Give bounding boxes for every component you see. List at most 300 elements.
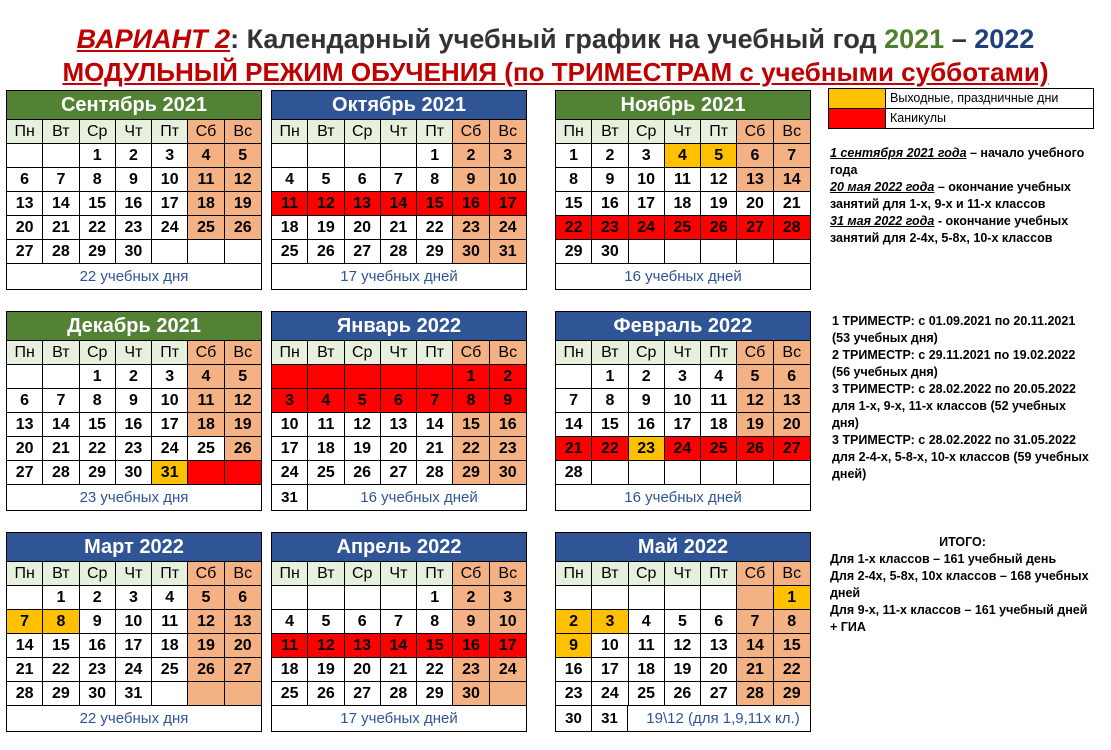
- day-cell: 24: [665, 437, 701, 461]
- weekday-header: Пн: [7, 120, 43, 144]
- day-cell: 27: [7, 240, 43, 264]
- day-cell: 10: [490, 610, 526, 634]
- day-cell: 7: [737, 610, 773, 634]
- day-cell: 14: [381, 634, 417, 658]
- day-cell: 26: [737, 437, 773, 461]
- day-cell: 8: [592, 389, 628, 413]
- weekday-header: Сб: [188, 120, 224, 144]
- day-cell: 28: [737, 682, 773, 706]
- day-cell: 26: [225, 216, 261, 240]
- day-cell: 25: [272, 682, 308, 706]
- day-cell: 6: [345, 610, 381, 634]
- day-cell: 11: [629, 634, 665, 658]
- study-days-count: 17 учебных дней: [340, 710, 458, 727]
- day-cell: [381, 144, 417, 168]
- day-cell: 11: [272, 192, 308, 216]
- day-cell: 4: [665, 144, 701, 168]
- day-cell: 28: [774, 216, 810, 240]
- day-cell: 14: [417, 413, 453, 437]
- weekday-header: Пт: [152, 120, 188, 144]
- day-cell: 21: [774, 192, 810, 216]
- day-cell: 30: [116, 240, 152, 264]
- legend-holiday-label: Выходные, праздничные дни: [890, 91, 1059, 105]
- day-cell: 17: [152, 192, 188, 216]
- month-footer: [556, 706, 810, 731]
- day-cell: 30: [80, 682, 116, 706]
- day-cell: [701, 240, 737, 264]
- day-cell: 19: [225, 413, 261, 437]
- day-cell: 4: [188, 365, 224, 389]
- day-cell: 14: [43, 192, 79, 216]
- day-cell: 1: [417, 586, 453, 610]
- day-cell: 29: [43, 682, 79, 706]
- weekday-header: Ср: [345, 562, 381, 586]
- day-cell: [345, 586, 381, 610]
- day-cell: 13: [737, 168, 773, 192]
- day-cell: 2: [116, 144, 152, 168]
- weekday-header: Чт: [665, 562, 701, 586]
- month-days-grid: [272, 120, 526, 264]
- weekday-header: Ср: [629, 562, 665, 586]
- day-cell: 29: [453, 461, 489, 485]
- weekday-header: Вт: [43, 562, 79, 586]
- month-calendar: [271, 311, 527, 511]
- day-cell: 19: [188, 634, 224, 658]
- day-cell: 30: [116, 461, 152, 485]
- day-cell: 26: [308, 682, 344, 706]
- day-cell: 8: [80, 168, 116, 192]
- weekday-header: Пт: [152, 341, 188, 365]
- weekday-header: Чт: [665, 120, 701, 144]
- day-cell: 16: [80, 634, 116, 658]
- weekday-header: Чт: [116, 562, 152, 586]
- weekday-header: Вс: [774, 562, 810, 586]
- day-cell: 3: [116, 586, 152, 610]
- totals-heading: ИТОГО:: [939, 535, 986, 549]
- legend-vacation-swatch: [829, 109, 886, 128]
- day-cell: 23: [116, 216, 152, 240]
- month-footer: [272, 485, 526, 510]
- day-cell: 9: [556, 634, 592, 658]
- day-cell: 29: [774, 682, 810, 706]
- month-title: Январь 2022: [272, 312, 526, 341]
- day-cell: 5: [225, 365, 261, 389]
- weekday-header: Вт: [308, 120, 344, 144]
- weekday-header: Пт: [417, 341, 453, 365]
- day-cell: 7: [43, 168, 79, 192]
- day-cell: 30: [490, 461, 526, 485]
- day-cell: 19: [225, 192, 261, 216]
- month-title: Сентябрь 2021: [7, 91, 261, 120]
- day-cell: 11: [152, 610, 188, 634]
- day-cell: 12: [188, 610, 224, 634]
- day-cell: 30: [556, 706, 592, 731]
- month-days-grid: [556, 120, 810, 264]
- day-cell: 21: [381, 216, 417, 240]
- day-cell: 27: [701, 682, 737, 706]
- day-cell: 2: [556, 610, 592, 634]
- day-cell: 28: [43, 240, 79, 264]
- day-cell: [629, 586, 665, 610]
- day-cell: 30: [453, 240, 489, 264]
- day-cell: 13: [701, 634, 737, 658]
- day-cell: 6: [225, 586, 261, 610]
- month-footer: [7, 264, 261, 289]
- day-cell: 27: [381, 461, 417, 485]
- day-cell: 12: [665, 634, 701, 658]
- day-cell: 3: [490, 586, 526, 610]
- legend-holiday-swatch: [829, 89, 886, 108]
- day-cell: [43, 365, 79, 389]
- day-cell: [665, 240, 701, 264]
- month-footer: [272, 706, 526, 731]
- trimesters: [832, 313, 1094, 483]
- day-cell: 16: [592, 192, 628, 216]
- day-cell: 5: [225, 144, 261, 168]
- day-cell: 16: [116, 413, 152, 437]
- weekday-header: Сб: [188, 562, 224, 586]
- day-cell: 14: [556, 413, 592, 437]
- day-cell: [272, 365, 308, 389]
- day-cell: 16: [453, 192, 489, 216]
- title-dash: –: [944, 24, 975, 54]
- month-title: Ноябрь 2021: [556, 91, 810, 120]
- day-cell: 1: [80, 365, 116, 389]
- trimester-1: 1 ТРИМЕСТР: с 01.09.2021 по 20.11.2021 (53 учебных дня): [832, 314, 1076, 345]
- day-cell: [188, 682, 224, 706]
- day-cell: 15: [80, 192, 116, 216]
- variant-label: ВАРИАНТ 2: [76, 24, 231, 54]
- day-cell: 24: [629, 216, 665, 240]
- day-cell: 28: [417, 461, 453, 485]
- day-cell: [737, 240, 773, 264]
- day-cell: 7: [43, 389, 79, 413]
- day-cell: [225, 240, 261, 264]
- day-cell: 2: [629, 365, 665, 389]
- day-cell: [152, 240, 188, 264]
- weekday-header: Ср: [345, 341, 381, 365]
- day-cell: 1: [592, 365, 628, 389]
- day-cell: 19: [308, 216, 344, 240]
- day-cell: 8: [417, 610, 453, 634]
- day-cell: [665, 586, 701, 610]
- day-cell: 14: [774, 168, 810, 192]
- month-calendar: [6, 532, 262, 732]
- day-cell: 24: [152, 437, 188, 461]
- day-cell: [417, 365, 453, 389]
- day-cell: [737, 461, 773, 485]
- day-cell: 1: [80, 144, 116, 168]
- year-start: 2021: [884, 24, 945, 54]
- day-cell: 10: [152, 168, 188, 192]
- day-cell: [272, 144, 308, 168]
- weekday-header: Чт: [116, 341, 152, 365]
- day-cell: 14: [7, 634, 43, 658]
- day-cell: 30: [453, 682, 489, 706]
- day-cell: 18: [188, 192, 224, 216]
- note-start: [830, 145, 1100, 179]
- day-cell: 15: [417, 634, 453, 658]
- day-cell: [774, 240, 810, 264]
- day-cell: 5: [308, 610, 344, 634]
- weekday-header: Сб: [453, 562, 489, 586]
- day-cell: 11: [188, 168, 224, 192]
- day-cell: 25: [272, 240, 308, 264]
- day-cell: [665, 461, 701, 485]
- weekday-header: Ср: [345, 120, 381, 144]
- day-cell: 16: [490, 413, 526, 437]
- month-title: Февраль 2022: [556, 312, 810, 341]
- weekday-header: Сб: [737, 120, 773, 144]
- day-cell: 26: [188, 658, 224, 682]
- day-cell: 22: [80, 437, 116, 461]
- day-cell: 2: [453, 144, 489, 168]
- day-cell: 12: [225, 389, 261, 413]
- day-cell: 9: [629, 389, 665, 413]
- day-cell: 3: [629, 144, 665, 168]
- day-cell: [188, 461, 224, 485]
- day-cell: [188, 240, 224, 264]
- day-cell: 22: [592, 437, 628, 461]
- day-cell: 18: [272, 216, 308, 240]
- day-cell: 28: [381, 240, 417, 264]
- day-cell: 18: [152, 634, 188, 658]
- day-cell: 2: [116, 365, 152, 389]
- day-cell: 24: [116, 658, 152, 682]
- day-cell: 2: [490, 365, 526, 389]
- day-cell: 22: [417, 216, 453, 240]
- day-cell: 29: [417, 240, 453, 264]
- study-days-count: 16 учебных дней: [624, 489, 742, 506]
- legend: [828, 88, 1094, 129]
- day-cell: 25: [701, 437, 737, 461]
- trimester-2: 2 ТРИМЕСТР: с 29.11.2021 по 19.02.2022 (56 учебных дня): [832, 348, 1076, 379]
- weekday-header: Вт: [43, 341, 79, 365]
- day-cell: 4: [152, 586, 188, 610]
- day-cell: 17: [629, 192, 665, 216]
- weekday-header: Вс: [490, 562, 526, 586]
- day-cell: 23: [453, 658, 489, 682]
- day-cell: [556, 365, 592, 389]
- study-days-count: 22 учебных дня: [79, 268, 189, 285]
- day-cell: [308, 144, 344, 168]
- day-cell: 20: [345, 216, 381, 240]
- weekday-header: Ср: [80, 562, 116, 586]
- day-cell: 20: [381, 437, 417, 461]
- day-cell: [7, 365, 43, 389]
- weekday-header: Ср: [629, 341, 665, 365]
- day-cell: 4: [701, 365, 737, 389]
- day-cell: [381, 586, 417, 610]
- day-cell: 28: [7, 682, 43, 706]
- day-cell: 2: [453, 586, 489, 610]
- day-cell: [701, 586, 737, 610]
- month-days-grid: [556, 341, 810, 485]
- weekday-header: Ср: [80, 341, 116, 365]
- day-cell: 15: [556, 192, 592, 216]
- day-cell: [774, 461, 810, 485]
- day-cell: 19: [308, 658, 344, 682]
- day-cell: 9: [490, 389, 526, 413]
- day-cell: 10: [490, 168, 526, 192]
- day-cell: 10: [665, 389, 701, 413]
- study-days-count: 23 учебных дня: [79, 489, 189, 506]
- day-cell: 24: [152, 216, 188, 240]
- day-cell: 17: [490, 192, 526, 216]
- day-cell: 25: [629, 682, 665, 706]
- day-cell: 26: [665, 682, 701, 706]
- month-calendar: [555, 311, 811, 511]
- day-cell: 20: [774, 413, 810, 437]
- weekday-header: Сб: [737, 341, 773, 365]
- day-cell: 31: [272, 485, 308, 510]
- weekday-header: Сб: [188, 341, 224, 365]
- day-cell: 15: [80, 413, 116, 437]
- legend-vacation-label: Каникулы: [890, 111, 946, 125]
- day-cell: 20: [225, 634, 261, 658]
- day-cell: 1: [774, 586, 810, 610]
- day-cell: 10: [152, 389, 188, 413]
- day-cell: 24: [592, 682, 628, 706]
- day-cell: 12: [737, 389, 773, 413]
- day-cell: 6: [345, 168, 381, 192]
- note-end2-date: 31 мая 2022 года: [830, 214, 935, 228]
- day-cell: 9: [592, 168, 628, 192]
- day-cell: [7, 144, 43, 168]
- day-cell: 12: [225, 168, 261, 192]
- day-cell: 21: [417, 437, 453, 461]
- day-cell: 15: [43, 634, 79, 658]
- day-cell: 28: [556, 461, 592, 485]
- weekday-header: Вт: [43, 120, 79, 144]
- day-cell: 7: [417, 389, 453, 413]
- day-cell: 11: [665, 168, 701, 192]
- month-footer: [7, 706, 261, 731]
- month-title: Октябрь 2021: [272, 91, 526, 120]
- day-cell: 27: [774, 437, 810, 461]
- day-cell: 4: [308, 389, 344, 413]
- day-cell: 1: [417, 144, 453, 168]
- month-title: Май 2022: [556, 533, 810, 562]
- day-cell: 29: [556, 240, 592, 264]
- day-cell: 27: [737, 216, 773, 240]
- month-title: Март 2022: [7, 533, 261, 562]
- day-cell: 10: [272, 413, 308, 437]
- month-days-grid: [7, 341, 261, 485]
- study-days-count: 17 учебных дней: [340, 268, 458, 285]
- weekday-header: Чт: [116, 120, 152, 144]
- day-cell: 17: [152, 413, 188, 437]
- weekday-header: Пн: [272, 120, 308, 144]
- day-cell: 25: [188, 437, 224, 461]
- weekday-header: Сб: [453, 120, 489, 144]
- weekday-header: Вт: [592, 562, 628, 586]
- study-days-count: 19\12 (для 1,9,11х кл.): [646, 710, 800, 727]
- day-cell: 31: [152, 461, 188, 485]
- day-cell: 2: [592, 144, 628, 168]
- day-cell: 26: [308, 240, 344, 264]
- day-cell: [308, 586, 344, 610]
- day-cell: 7: [381, 610, 417, 634]
- day-cell: 15: [453, 413, 489, 437]
- weekday-header: Ср: [629, 120, 665, 144]
- weekday-header: Пн: [556, 341, 592, 365]
- day-cell: 9: [453, 610, 489, 634]
- trimester-3b: 3 ТРИМЕСТР: с 28.02.2022 по 31.05.2022 для 2-4-х, 5-8-х, 10-х классов (59 учебных дней): [832, 433, 1089, 481]
- month-days-grid: [556, 562, 810, 706]
- day-cell: 28: [381, 682, 417, 706]
- month-title: Апрель 2022: [272, 533, 526, 562]
- day-cell: 11: [701, 389, 737, 413]
- key-dates: [830, 145, 1100, 247]
- day-cell: 9: [453, 168, 489, 192]
- weekday-header: Пн: [7, 562, 43, 586]
- study-days-count: 22 учебных дня: [79, 710, 189, 727]
- weekday-header: Чт: [381, 562, 417, 586]
- totals-line-2: Для 2-4х, 5-8х, 10х классов – 168 учебных дней: [830, 569, 1089, 600]
- weekday-header: Вт: [592, 120, 628, 144]
- month-calendar: [555, 90, 811, 290]
- weekday-header: Вт: [308, 562, 344, 586]
- day-cell: 17: [272, 437, 308, 461]
- month-footer: [7, 485, 261, 510]
- month-title: Декабрь 2021: [7, 312, 261, 341]
- day-cell: 21: [556, 437, 592, 461]
- weekday-header: Пн: [556, 562, 592, 586]
- day-cell: 31: [592, 706, 628, 731]
- day-cell: 22: [80, 216, 116, 240]
- month-days-grid: [7, 120, 261, 264]
- day-cell: 27: [7, 461, 43, 485]
- day-cell: 25: [665, 216, 701, 240]
- month-footer: [556, 264, 810, 289]
- weekday-header: Вс: [774, 120, 810, 144]
- day-cell: 14: [43, 413, 79, 437]
- day-cell: 12: [701, 168, 737, 192]
- day-cell: 4: [272, 168, 308, 192]
- day-cell: 13: [345, 634, 381, 658]
- day-cell: [43, 144, 79, 168]
- day-cell: 23: [629, 437, 665, 461]
- note-start-text: – начало учебного года: [830, 146, 1085, 177]
- day-cell: 29: [417, 682, 453, 706]
- month-days-grid: [272, 562, 526, 706]
- weekday-header: Вт: [592, 341, 628, 365]
- day-cell: 22: [417, 658, 453, 682]
- weekday-header: Пт: [417, 562, 453, 586]
- day-cell: 2: [80, 586, 116, 610]
- weekday-header: Пт: [417, 120, 453, 144]
- month-calendar: [271, 90, 527, 290]
- day-cell: 22: [453, 437, 489, 461]
- day-cell: [225, 682, 261, 706]
- day-cell: 31: [490, 240, 526, 264]
- day-cell: 5: [188, 586, 224, 610]
- day-cell: 9: [116, 168, 152, 192]
- day-cell: [7, 586, 43, 610]
- day-cell: 17: [116, 634, 152, 658]
- weekday-header: Чт: [665, 341, 701, 365]
- totals: [830, 534, 1095, 636]
- day-cell: 14: [737, 634, 773, 658]
- day-cell: 13: [7, 192, 43, 216]
- day-cell: 15: [417, 192, 453, 216]
- totals-line-1: Для 1-х классов – 161 учебный день: [830, 552, 1057, 566]
- day-cell: [308, 365, 344, 389]
- day-cell: 6: [7, 389, 43, 413]
- day-cell: 5: [701, 144, 737, 168]
- day-cell: 7: [381, 168, 417, 192]
